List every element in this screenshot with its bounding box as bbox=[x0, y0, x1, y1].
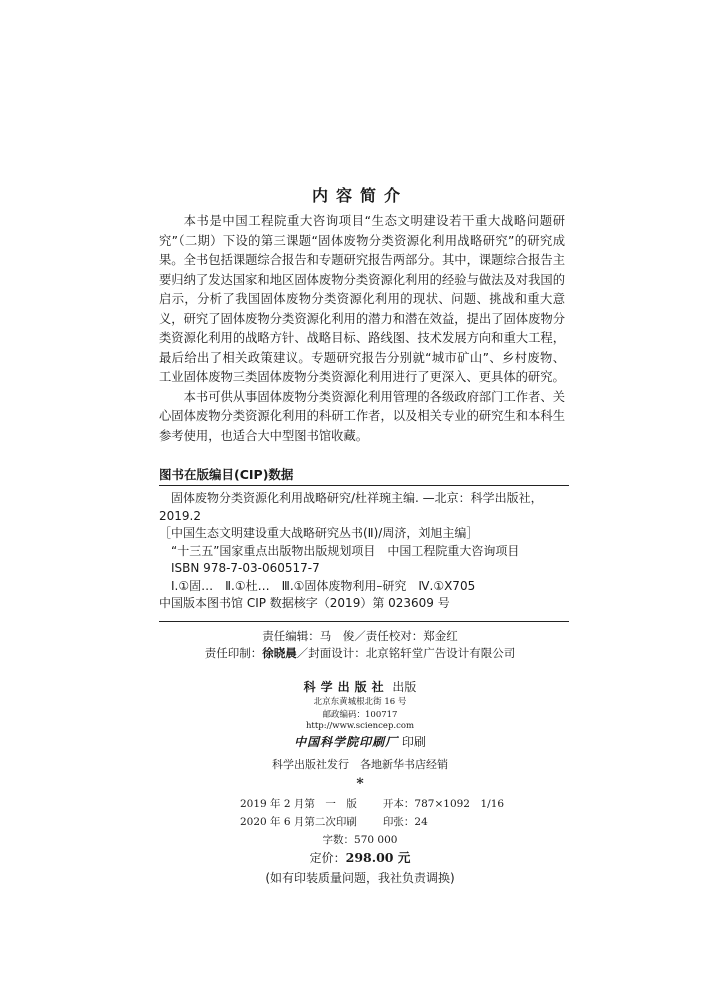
printer-logo-text: 中国科学院印刷厂 bbox=[294, 735, 399, 749]
cip-bottom-rule bbox=[159, 621, 569, 622]
word-count: 字数：570 000 bbox=[322, 834, 398, 846]
publisher-postcode: 邮政编码：100717 bbox=[322, 710, 398, 720]
price-line bbox=[0, 848, 720, 866]
summary-body bbox=[159, 212, 565, 446]
cip-line: Ⅰ.①固… Ⅱ.①杜… Ⅲ.①固体废物利用–研究 Ⅳ.①X705 bbox=[171, 578, 476, 593]
credits-cover-design: ／封面设计：北京铭轩堂广告设计有限公司 bbox=[296, 646, 516, 660]
price-value: 298.00 元 bbox=[345, 850, 411, 865]
cip-data-block bbox=[159, 490, 569, 613]
separator-star: * bbox=[356, 776, 364, 792]
credits-print-name: 徐晓晨 bbox=[262, 646, 297, 660]
credits-production bbox=[0, 645, 720, 661]
edition-format: 开本：787×1092 1/16 bbox=[382, 798, 505, 810]
edition-second-date: 2020 年 6 月第二次印刷 bbox=[240, 816, 357, 828]
quality-notice: (如有印装质量问题，我社负责调换) bbox=[265, 871, 455, 885]
credits-editor: 责任编辑：马 俊／责任校对：郑金红 bbox=[262, 629, 458, 643]
publisher-url: http://www.sciencep.com bbox=[305, 721, 415, 731]
edition-sheets: 印张：24 bbox=[382, 816, 428, 828]
price-label: 定价： bbox=[309, 851, 346, 865]
publisher-suffix: 出版 bbox=[392, 680, 417, 694]
cip-line: “十三五”国家重点出版物出版规划项目 中国工程院重大咨询项目 bbox=[171, 543, 520, 558]
cip-line: ISBN 978-7-03-060517-7 bbox=[171, 561, 320, 575]
publisher-logo-text: 科学出版社 bbox=[303, 680, 389, 694]
summary-paragraph: 本书可供从事固体废物分类资源化利用管理的各级政府部门工作者、关心固体废物分类资源化利用的科研工作者，以及相关专业的研究生和本科生参考使用，也适合大中型图书馆收藏。 bbox=[159, 389, 565, 443]
edition-first-date: 2019 年 2 月第 一 版 bbox=[240, 798, 357, 810]
distribution-line: 科学出版社发行 各地新华书店经销 bbox=[272, 758, 448, 771]
edition-second bbox=[240, 814, 428, 829]
credits-print-label: 责任印制： bbox=[204, 646, 263, 660]
printer-suffix: 印刷 bbox=[401, 735, 426, 749]
cip-heading: 图书在版编目(CIP)数据 bbox=[159, 467, 294, 482]
publisher-line bbox=[0, 678, 720, 695]
cip-line: 2019.2 bbox=[159, 508, 201, 523]
cip-top-rule bbox=[159, 485, 569, 486]
cip-line: 固体废物分类资源化利用战略研究/杜祥琬主编. —北京：科学出版社， bbox=[171, 491, 543, 505]
edition-first bbox=[240, 796, 504, 811]
summary-title: 内容简介 bbox=[311, 186, 408, 205]
summary-paragraph: 本书是中国工程院重大咨询项目“生态文明建设若干重大战略问题研究”（二期）下设的第三课题“固体废物分类资源化利用战略研究”的研究成果。全书包括课题综合报告和专题研究报告两部分。其中，课题综合报告主要归纳了发达国家和地区固体废物分类资源化利用的经验与做法及对我国的启示，分析了我国固体废物分类资源化利用的现状、问题、挑战和重大意义，研究了固体废物分类资源化利用的潜力和潜在效益，提出了固体废物分类资源化利用的战略方针、战略目标、路线图、技术发展方向和重大工程，最后给出了相关政策建议。专题研究报告分别就“城市矿山”、乡村废物、工业固体废物三类固体废物分类资源化利用进行了更深入、更具体的研究。 bbox=[159, 214, 565, 384]
publisher-address: 北京东黄城根北街 16 号 bbox=[313, 697, 407, 707]
cip-line: ［中国生态文明建设重大战略研究丛书(Ⅱ)/周济，刘旭主编］ bbox=[159, 526, 479, 540]
printer-line bbox=[0, 733, 720, 750]
cip-line: 中国版本图书馆 CIP 数据核字（2019）第 023609 号 bbox=[159, 596, 450, 610]
